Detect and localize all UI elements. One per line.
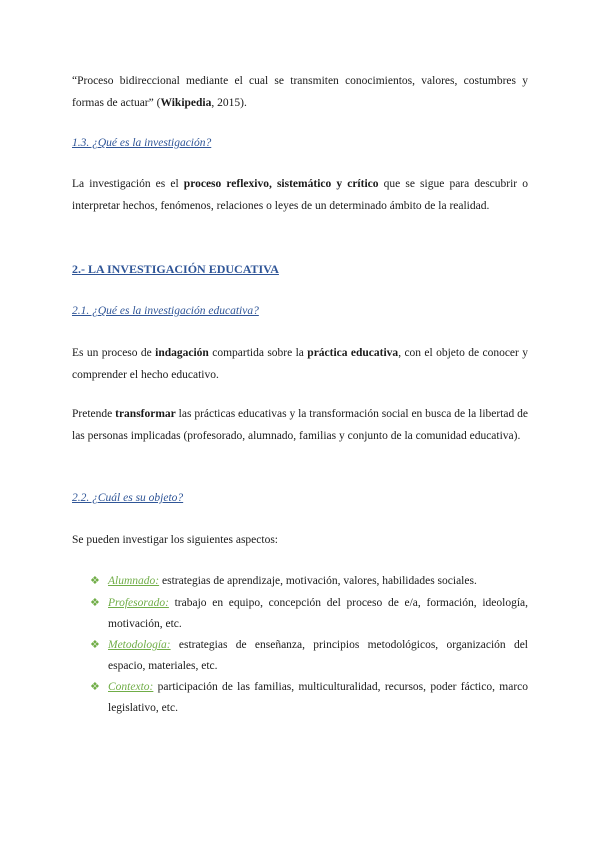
diamond-bullet-icon: ❖ (90, 681, 100, 693)
paragraph-objetivo (72, 403, 528, 447)
list-item-description: estrategias de enseñanza, principios metodológicos, organización del espacio, materiales, etc. (108, 639, 528, 672)
list-item-text (108, 571, 528, 592)
heading-2-2: 2.2. ¿Cuál es su objeto? (72, 492, 184, 504)
diamond-bullet-icon: ❖ (90, 575, 100, 587)
text-run: que se sigue para descubrir o interpretar hechos, fenómenos, relaciones o leyes de un determinado ámbito de la realidad. (72, 178, 528, 212)
text-run: La investigación es el (72, 178, 184, 190)
paragraph-definicion (72, 342, 528, 386)
list-item-description: estrategias de aprendizaje, motivación, valores, habilidades sociales. (159, 575, 477, 587)
list-item-label: Metodología: (108, 639, 171, 651)
intro-aspectos: Se pueden investigar los siguientes aspectos: (72, 534, 279, 546)
bold-phrase: proceso reflexivo, sistemático y crítico (183, 178, 379, 190)
list-item-label: Profesorado: (108, 597, 169, 609)
list-item (90, 677, 528, 719)
text-run: Pretende (72, 408, 116, 420)
list-item-text (108, 593, 528, 635)
text-run: , con el objeto de conocer y comprender el hecho educativo. (72, 347, 528, 381)
heading-2-1: 2.1. ¿Qué es la investigación educativa? (72, 305, 259, 317)
list-item (90, 593, 528, 635)
list-item-text (108, 677, 528, 719)
list-item (90, 571, 528, 592)
list-item-description: participación de las familias, multiculturalidad, recursos, poder fáctico, marco legislativo, etc. (108, 681, 528, 714)
list-item (90, 635, 528, 677)
diamond-bullet-icon: ❖ (90, 597, 100, 609)
heading-1-3: 1.3. ¿Qué es la investigación? (72, 137, 212, 149)
quote-paragraph (72, 70, 528, 114)
list-item-text (108, 635, 528, 677)
paragraph-investigacion (72, 173, 528, 217)
list-item-label: Contexto: (108, 681, 154, 693)
diamond-bullet-icon: ❖ (90, 639, 100, 651)
quote-year: , 2015). (211, 97, 247, 109)
text-run: las prácticas educativas y la transformación social en busca de la libertad de las personas implicadas (profesorado, alumnado, familias y conjunto de la comunidad educativa). (72, 408, 528, 442)
text-run: compartida sobre la (208, 347, 308, 359)
text-run: Es un proceso de (72, 347, 156, 359)
heading-2: 2.- LA INVESTIGACIÓN EDUCATIVA (72, 262, 279, 276)
list-item-description: trabajo en equipo, concepción del proceso de e/a, formación, ideología, motivación, etc. (108, 597, 528, 630)
bold-phrase: indagación (155, 347, 209, 359)
list-item-label: Alumnado: (108, 575, 160, 587)
bold-phrase: transformar (115, 408, 176, 420)
quote-text: “Proceso bidireccional mediante el cual se transmiten conocimientos, valores, costumbres y formas de actuar” ( (72, 75, 528, 109)
quote-source: Wikipedia (160, 97, 212, 109)
bold-phrase: práctica educativa (307, 347, 399, 359)
